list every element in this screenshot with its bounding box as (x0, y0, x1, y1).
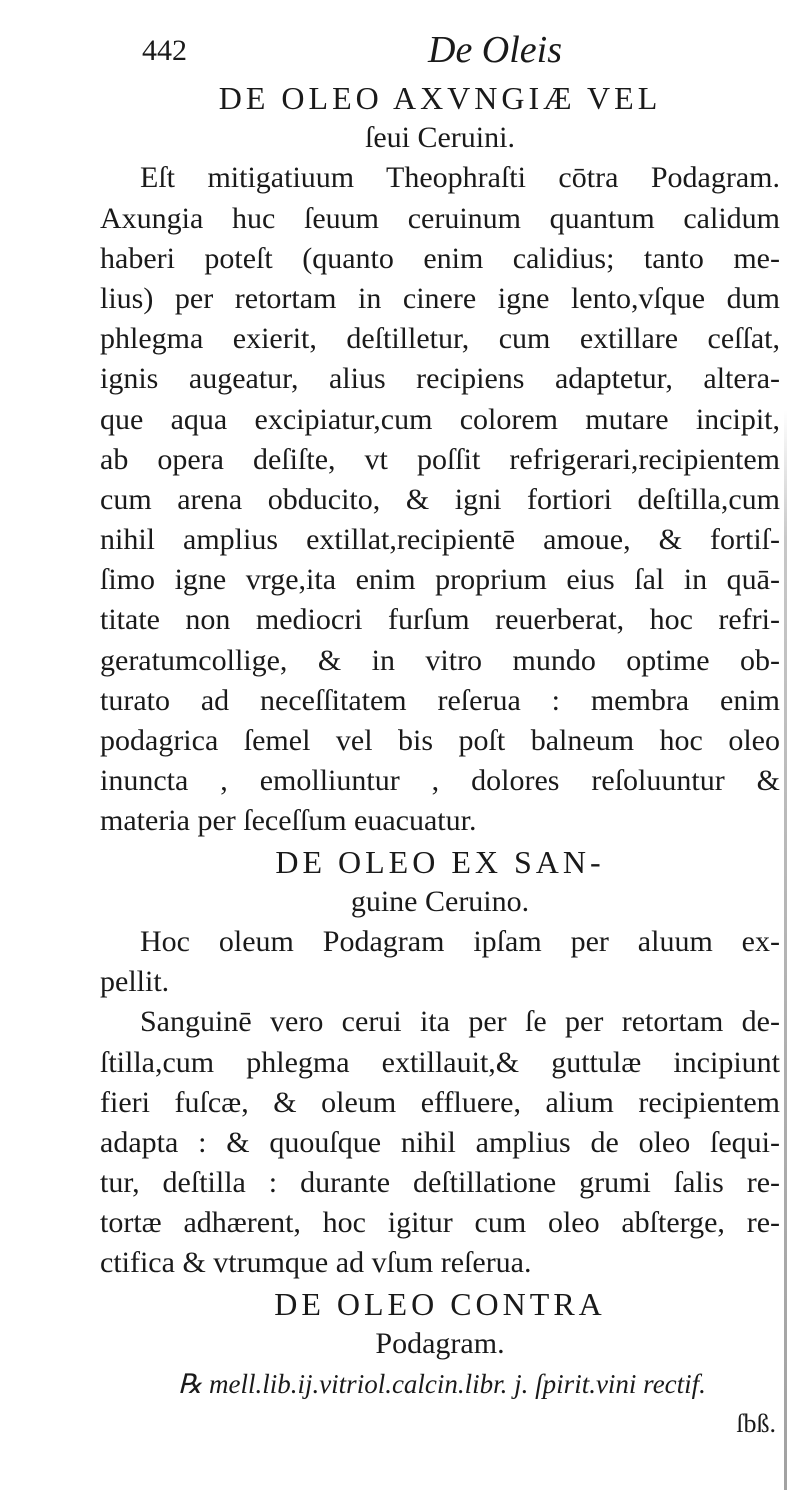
text-line: ſtilla,cum phlegma extillauit,& guttulæ incipiunt (100, 1045, 780, 1079)
text-line: fieri fuſcæ, & oleum effluere, alium recipientem (100, 1085, 780, 1119)
text-line: ignis augeatur, alius recipiens adaptetur, altera- (100, 362, 780, 396)
running-title: De Oleis (428, 29, 563, 71)
page-number: 442 (142, 34, 187, 67)
text-line: inuncta , emolliuntur , dolores reſoluuntur & (100, 764, 780, 798)
page-edge-shadow (784, 410, 787, 1490)
section-heading-contra-podagram-cont: Podagram. (375, 1326, 505, 1360)
catchword: ſbß. (736, 1409, 776, 1439)
text-line: Eſt mitigatiuum Theophraſti cōtra Podagram. (140, 161, 780, 195)
text-line: Axungia huc ſeuum ceruinum quantum calidum (100, 201, 780, 235)
text-line: tortæ adhærent, hoc igitur cum oleo abſterge, re- (100, 1206, 780, 1240)
text-line: Hoc oleum Podagram ipſam per aluum ex- (140, 924, 780, 958)
text-line: lius) per retortam in cinere igne lento,vſque dum (100, 281, 780, 315)
text-line: ſimo igne vrge,ita enim proprium eius ſal in quā- (100, 563, 780, 597)
text-line: ctifica & vtrumque ad vſum reſerua. (100, 1246, 532, 1280)
text-line: turato ad neceſſitatem reſerua : membra enim (100, 683, 780, 717)
section-heading-axungia-cont: ſeui Ceruini. (365, 121, 515, 155)
section-heading-sanguine: DE OLEO EX SAN- (275, 843, 605, 880)
section-heading-contra-podagram: DE OLEO CONTRA (274, 1285, 606, 1322)
text-line: haberi poteſt (quanto enim calidius; tanto me- (100, 241, 780, 275)
text-line: tur, deſtilla : durante deſtillatione grumi ſalis re- (100, 1166, 780, 1200)
text-line: materia per ſeceſſum euacuatur. (100, 804, 477, 838)
text-line: nihil amplius extillat,recipientē amoue, & fortiſ- (100, 523, 780, 557)
text-line: podagrica ſemel vel bis poſt balneum hoc oleo (100, 724, 780, 757)
text-line: que aqua excipiatur,cum colorem mutare incipit, (100, 402, 780, 436)
text-line: geratumcollige, & in vitro mundo optime ob- (100, 643, 780, 677)
text-line: phlegma exierit, deſtilletur, cum extillare ceſſat, (100, 322, 780, 356)
body-text (100, 78, 780, 1444)
section-heading-sanguine-cont: guine Ceruino. (350, 884, 530, 918)
text-line: cum arena obducito, & igni fortiori deſtilla,cum (100, 482, 780, 516)
page-header (142, 20, 762, 76)
section-heading-axungia: DE OLEO AXVNGIÆ VEL (218, 80, 662, 116)
text-line: Sanguinē vero cerui ita per ſe per retortam de- (140, 1005, 780, 1039)
text-line: adapta : & quouſque nihil amplius de oleo ſequi- (100, 1125, 780, 1159)
recipe-line: ℞ mell.lib.ij.vitriol.calcin.libr. j. ſpirit.vini rectif. (178, 1369, 706, 1399)
text-line: pellit. (100, 965, 170, 999)
text-line: ab opera deſiſte, vt poſſit refrigerari,recipientem (100, 442, 780, 476)
text-line: titate non mediocri furſum reuerberat, hoc refri- (100, 603, 780, 637)
